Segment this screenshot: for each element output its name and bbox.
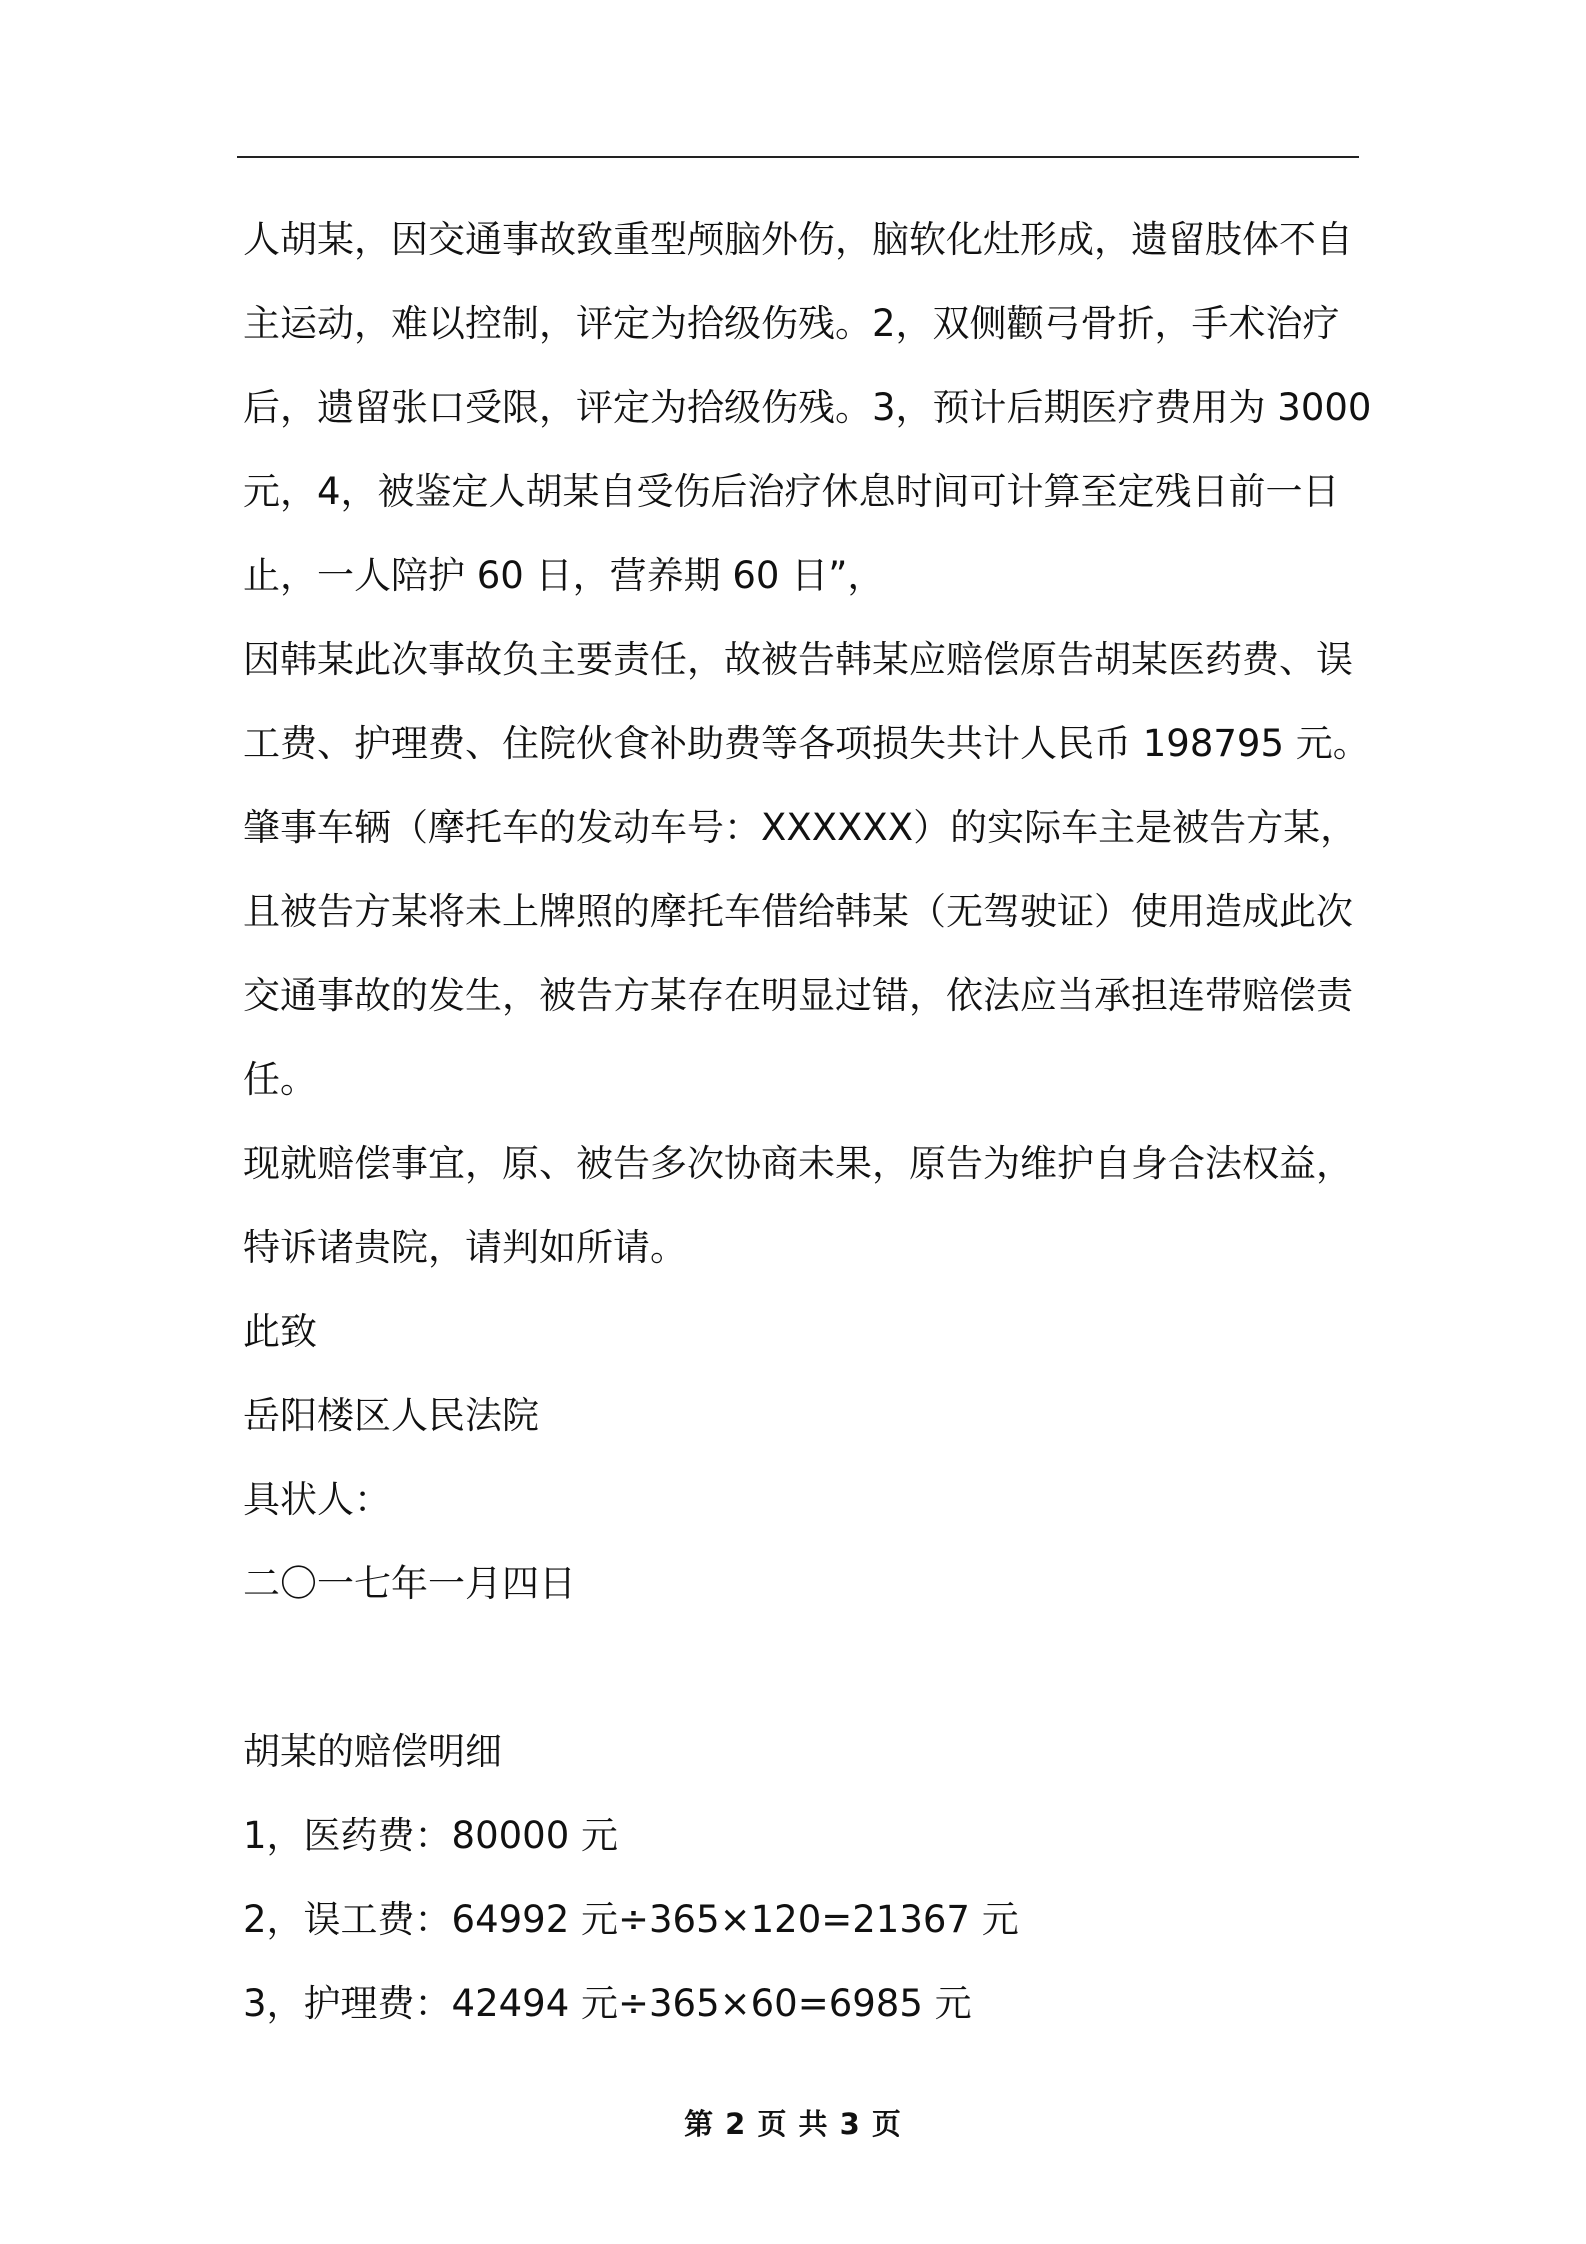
blank-spacer <box>243 1626 1361 1710</box>
document-date: 二〇一七年一月四日 <box>243 1562 576 1605</box>
page-number: 第 2 页 共 3 页 <box>684 2107 902 2141</box>
body-line: 现就赔偿事宜，原、被告多次协商未果，原告为维护自身合法权益， <box>243 1142 1353 1185</box>
court-name: 岳阳楼区人民法院 <box>243 1394 539 1437</box>
body-line: 主运动，难以控制，评定为拾级伤残。2，双侧颧弓骨折，手术治疗 <box>243 302 1340 345</box>
salutation: 此致 <box>243 1310 317 1353</box>
body-line: 且被告方某将未上牌照的摩托车借给韩某（无驾驶证）使用造成此次 <box>243 890 1353 933</box>
body-line: 因韩某此次事故负主要责任，故被告韩某应赔偿原告胡某医药费、误 <box>243 638 1353 681</box>
detail-item: 1，医药费：80000 元 <box>243 1814 619 1857</box>
body-line: 工费、护理费、住院伙食补助费等各项损失共计人民币 198795 元。 <box>243 722 1370 765</box>
body-line: 后，遗留张口受限，评定为拾级伤残。3，预计后期医疗费用为 3000 <box>243 386 1372 429</box>
header-rule <box>237 156 1359 158</box>
body-line: 肇事车辆（摩托车的发动车号：XXXXXX）的实际车主是被告方某， <box>243 806 1358 849</box>
detail-title: 胡某的赔偿明细 <box>243 1730 502 1773</box>
body-line: 止，一人陪护 60 日，营养期 60 日”， <box>243 554 885 597</box>
detail-item: 3，护理费：42494 元÷365×60=6985 元 <box>243 1982 972 2025</box>
body-line: 人胡某，因交通事故致重型颅脑外伤，脑软化灶形成，遗留肢体不自 <box>243 218 1353 261</box>
body-line: 交通事故的发生，被告方某存在明显过错，依法应当承担连带赔偿责 <box>243 974 1353 1017</box>
plaintiff-signature-label: 具状人： <box>243 1478 391 1521</box>
body-line: 任。 <box>243 1058 317 1101</box>
body-line: 元，4，被鉴定人胡某自受伤后治疗休息时间可计算至定残日前一日 <box>243 470 1340 513</box>
body-line: 特诉诸贵院，请判如所请。 <box>243 1226 687 1269</box>
detail-item: 2，误工费：64992 元÷365×120=21367 元 <box>243 1898 1019 1941</box>
document-body <box>243 198 1372 2046</box>
